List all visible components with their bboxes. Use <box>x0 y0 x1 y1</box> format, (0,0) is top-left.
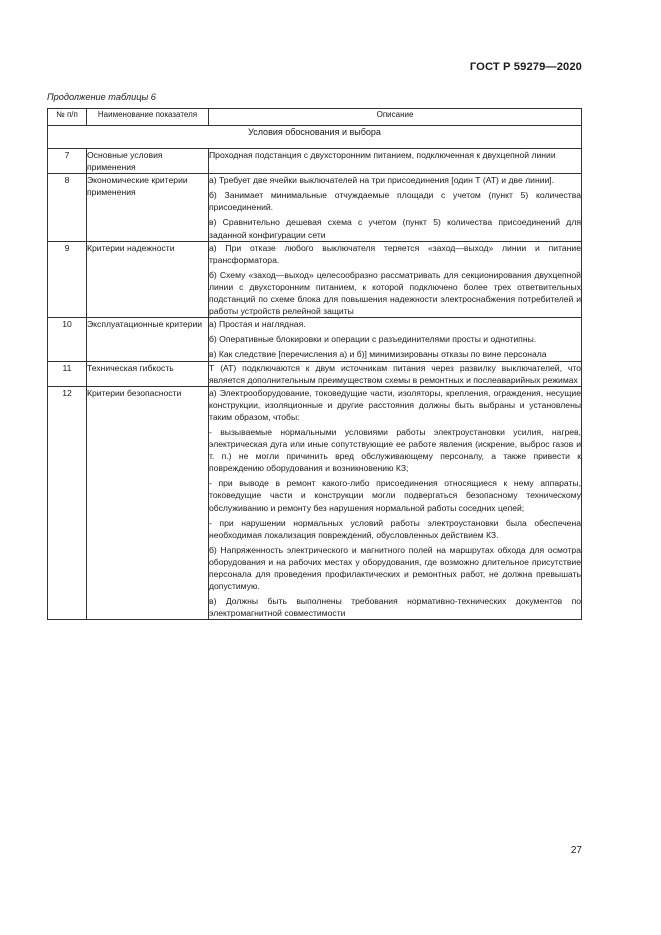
header-name: Наименование показателя <box>87 109 209 126</box>
row-number: 8 <box>48 174 87 241</box>
description-paragraph: - при выводе в ремонт какого-либо присоединения относящиеся к нему аппараты, токоведущие части и конструкции могли подвергаться безопасному техническому обслуживанию и ремонту без нарушения нормальной работы соседних цепей; <box>209 478 581 513</box>
indicator-name: Критерии надежности <box>87 241 209 318</box>
description-paragraph: в) Как следствие [перечисления а) и б)] минимизированы отказы по вине персонала <box>209 349 547 360</box>
table-row <box>48 149 582 174</box>
description-paragraph: а) Электрооборудование, токоведущие части, изоляторы, крепления, ограждения, несущие конструкции, изоляционные и другие расстояния должны быть выбраны и установлены таким образом, чтобы: <box>209 387 581 422</box>
indicator-name: Критерии безопасности <box>87 386 209 620</box>
indicator-description <box>209 149 582 174</box>
document-code: ГОСТ Р 59279—2020 <box>469 61 582 73</box>
header-num: № п/п <box>48 109 87 126</box>
row-number: 12 <box>48 386 87 620</box>
description-paragraph: - вызываемые нормальными условиями работы электроустановки усилия, нагрев, электрическая дуга или иные сопутствующие ее работе явления (искрение, выброс газов и т. п.) не могли причинить вред обслуживающему персоналу, а также привести к повреждению оборудования и возникновению КЗ; <box>209 426 581 474</box>
row-number: 10 <box>48 318 87 361</box>
criteria-table <box>47 108 582 620</box>
description-paragraph: в) Сравнительно дешевая схема с учетом (пункт 5) количества присоединений для заданной конфигурации сети <box>209 217 581 240</box>
table-row <box>48 174 582 241</box>
table-caption: Продолжение таблицы 6 <box>47 92 156 102</box>
description-paragraph: а) При отказе любого выключателя теряется «заход—выход» линии и питание трансформатора. <box>209 242 581 265</box>
description-paragraph: б) Занимает минимальные отчуждаемые площади с учетом (пункт 5) количества присоединений. <box>209 190 581 213</box>
section-row <box>48 126 582 149</box>
row-number: 9 <box>48 241 87 318</box>
description-paragraph: Проходная подстанция с двухсторонним питанием, подключенная к двухцепной линии <box>209 150 556 160</box>
description-paragraph: б) Схему «заход—выход» целесообразно рассматривать для секционирования двухцепной линии с двухсторонним питанием, к которой подключено более трех ответвительных подстанций по схеме блока для повышения надежности электроснабжения потребителей и работы устройств релейной защиты <box>209 269 581 317</box>
indicator-name: Основные условия применения <box>87 149 209 174</box>
indicator-description <box>209 241 582 318</box>
header-desc: Описание <box>209 109 582 126</box>
table-row <box>48 241 582 318</box>
indicator-name: Экономические критерии применения <box>87 174 209 241</box>
indicator-description <box>209 174 582 241</box>
description-paragraph: б) Оперативные блокировки и операции с разъединителями просты и однотипны. <box>209 334 537 345</box>
description-paragraph: - при нарушении нормальных условий работы электроустановки была обеспечена необходимая локализация повреждений, обусловленных действием КЗ. <box>209 517 581 540</box>
row-number: 7 <box>48 149 87 174</box>
page-number: 27 <box>570 845 582 856</box>
section-title: Условия обоснования и выбора <box>48 126 582 149</box>
description-paragraph: а) Требует две ячейки выключателей на три присоединения [один Т (АТ) и две линии]. <box>209 175 555 186</box>
indicator-description <box>209 318 582 361</box>
indicator-description <box>209 361 582 386</box>
indicator-description <box>209 386 582 620</box>
table-header-row <box>48 109 582 126</box>
table-row <box>48 386 582 620</box>
description-paragraph: а) Простая и наглядная. <box>209 319 306 330</box>
table-row <box>48 361 582 386</box>
row-number: 11 <box>48 361 87 386</box>
table-row <box>48 318 582 361</box>
indicator-name: Эксплуатационные критерии <box>87 318 209 361</box>
description-paragraph: в) Должны быть выполнены требования нормативно-технических документов по электромагнитной совместимости <box>209 596 581 619</box>
description-paragraph: б) Напряженность электрического и магнитного полей на маршрутах обхода для осмотра оборудования и на рабочих местах у оборудования, где возможно длительное присутствие персонала для проведения профилактических и ремонтных работ, не должна превышать допустимую. <box>209 544 581 592</box>
indicator-name: Техническая гибкость <box>87 361 209 386</box>
description-paragraph: Т (АТ) подключаются к двум источникам питания через развилку выключателей, что является дополнительным преимуществом схемы в ремонтных и послеаварийных режимах <box>209 362 581 385</box>
